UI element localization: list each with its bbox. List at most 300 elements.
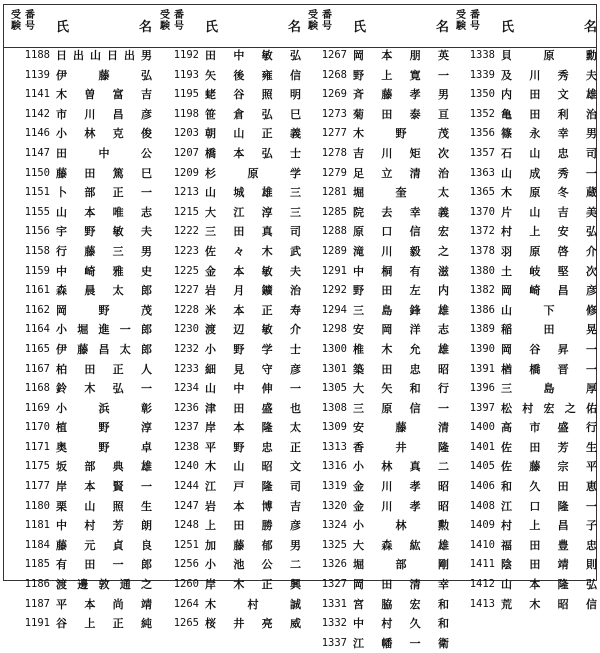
exam-number: 1228: [173, 303, 199, 316]
table-row: [8, 516, 156, 536]
candidate-name: 金本敏夫: [205, 264, 301, 278]
table-row: [305, 379, 453, 399]
exam-number: 1390: [469, 342, 495, 355]
candidate-name: 伊藤弘: [56, 68, 152, 82]
table-row: [453, 457, 600, 477]
table-row: [305, 46, 453, 66]
candidate-name: 安藤清: [353, 421, 449, 435]
table-row: [157, 360, 305, 380]
candidate-name: 椎木允雄: [353, 342, 449, 356]
table-row: [453, 497, 600, 517]
candidate-name: 貝原勳: [501, 49, 597, 62]
table-row: [453, 242, 600, 262]
exam-number: 1267: [321, 49, 347, 61]
candidate-name: 鈴木弘一: [56, 382, 152, 396]
candidate-name: 金川孝昭: [353, 499, 449, 513]
exam-number: 1186: [24, 578, 50, 591]
candidate-name: 足立清治: [353, 166, 449, 180]
table-row: [305, 320, 453, 340]
candidate-name: 斉藤孝男: [353, 88, 449, 102]
candidate-name: 朝山正義: [205, 127, 301, 141]
exam-number: 1191: [24, 617, 50, 630]
candidate-name: 片山吉美: [501, 205, 597, 219]
exam-number: 1156: [24, 225, 50, 238]
table-row: [157, 46, 305, 66]
candidate-name: 佐藤宗平: [501, 460, 597, 474]
exam-number: 1184: [24, 538, 50, 551]
table-row: [157, 144, 305, 164]
table-row: [305, 360, 453, 380]
table-row: [453, 183, 600, 203]
table-row: [453, 46, 600, 66]
exam-number: 1164: [24, 323, 50, 336]
table-row: [8, 555, 156, 575]
exam-number: 1411: [469, 558, 495, 571]
candidate-name: 吉川矩次: [353, 146, 449, 160]
table-row: [157, 164, 305, 184]
exam-number: 1180: [24, 499, 50, 512]
exam-number: 1320: [321, 499, 347, 512]
candidate-name: 篠永幸男: [501, 127, 597, 141]
candidate-name: 宮脇宏和: [353, 597, 449, 611]
candidate-name: 陰田靖則: [501, 558, 597, 572]
exam-number: 1187: [24, 597, 50, 610]
candidate-name: 岸本賢一: [56, 480, 152, 494]
table-row: [8, 124, 156, 144]
candidate-name: 杉原学: [205, 166, 301, 180]
table-row: [8, 536, 156, 556]
candidate-name: 岸木正興: [205, 578, 301, 592]
candidate-name: 山本隆弘: [501, 578, 597, 592]
candidate-name: 中村久和: [353, 617, 449, 631]
table-row: [305, 477, 453, 497]
exam-number: 1301: [321, 362, 347, 375]
candidate-name: 有田一郎: [56, 558, 152, 572]
exam-number: 1155: [24, 205, 50, 218]
name-label-surname: 氏: [501, 20, 515, 35]
candidate-name: 小池公二: [205, 558, 301, 572]
number-label: 番号: [470, 10, 480, 32]
table-row: [8, 438, 156, 458]
table-row: [305, 66, 453, 86]
table-row: [453, 399, 600, 419]
candidate-name: 卜部正一: [56, 186, 152, 200]
table-row: [305, 418, 453, 438]
exam-label: 受験: [160, 10, 170, 32]
candidate-name: 安岡洋志: [353, 323, 449, 337]
candidate-name: 津田盛也: [205, 401, 301, 415]
candidate-name: 植野淳: [56, 421, 152, 435]
candidate-name: 谷上正純: [56, 617, 152, 631]
exam-number: 1298: [321, 323, 347, 336]
table-row: [453, 281, 600, 301]
exam-number: 1181: [24, 519, 50, 532]
column-header: [8, 4, 156, 44]
candidate-name: 堀部剛: [353, 558, 449, 572]
exam-number: 1285: [321, 205, 347, 218]
exam-number: 1386: [469, 303, 495, 316]
exam-number: 1265: [173, 617, 199, 630]
table-row: [8, 105, 156, 125]
exam-number: 1305: [321, 382, 347, 395]
exam-number: 1412: [469, 578, 495, 591]
exam-number: 1389: [469, 323, 495, 336]
table-row: [305, 281, 453, 301]
exam-number: 1169: [24, 401, 50, 414]
table-row: [157, 222, 305, 242]
table-row: [8, 595, 156, 615]
candidate-name: 野田左内: [353, 284, 449, 298]
name-label-given: 名: [583, 20, 597, 35]
candidate-name: 香井隆: [353, 440, 449, 454]
table-row: [453, 66, 600, 86]
table-row: [453, 595, 600, 615]
table-row: [305, 555, 453, 575]
candidate-name: 三島鋒雄: [353, 303, 449, 317]
column-header: [157, 4, 305, 44]
exam-number: 1165: [24, 342, 50, 355]
exam-number: 1410: [469, 538, 495, 551]
candidate-name: 三原信一: [353, 401, 449, 415]
exam-number: 1139: [24, 68, 50, 81]
exam-number: 1147: [24, 146, 50, 159]
exam-number: 1247: [173, 499, 199, 512]
candidate-name: 奥野卓: [56, 440, 152, 454]
table-row: [453, 85, 600, 105]
exam-number: 1324: [321, 519, 347, 532]
table-row: [157, 340, 305, 360]
candidate-name: 矢後雍信: [205, 68, 301, 82]
exam-number: 1326: [321, 558, 347, 571]
exam-number: 1356: [469, 127, 495, 140]
exam-number: 1209: [173, 166, 199, 179]
table-row: [8, 164, 156, 184]
candidate-name: 藤田篤巳: [56, 166, 152, 180]
exam-number: 1227: [173, 284, 199, 297]
candidate-name: 村上昌子: [501, 519, 597, 533]
table-row: [305, 634, 453, 653]
table-row: [8, 262, 156, 282]
table-row: [157, 497, 305, 517]
candidate-name: 木曽富吉: [56, 88, 152, 102]
exam-number: 1162: [24, 303, 50, 316]
table-row: [157, 399, 305, 419]
candidate-name: 三田真司: [205, 225, 301, 239]
table-row: [8, 203, 156, 223]
table-row: [453, 164, 600, 184]
table-row: [8, 183, 156, 203]
table-row: [305, 203, 453, 223]
table-row: [453, 124, 600, 144]
exam-number: 1256: [173, 558, 199, 571]
table-row: [305, 457, 453, 477]
candidate-name: 大江淳三: [205, 205, 301, 219]
table-row: [8, 85, 156, 105]
table-row: [305, 438, 453, 458]
exam-number: 1363: [469, 166, 495, 179]
table-row: [8, 497, 156, 517]
exam-number: 1365: [469, 186, 495, 199]
table-row: [157, 262, 305, 282]
candidate-name: 米本正寿: [205, 303, 301, 317]
exam-number: 1175: [24, 460, 50, 473]
exam-number: 1240: [173, 460, 199, 473]
candidate-name: 加藤郁男: [205, 538, 301, 552]
table-row: [157, 124, 305, 144]
candidate-name: 高市盛行: [501, 421, 597, 435]
candidate-name: 佐田芳生: [501, 440, 597, 454]
candidate-name: 平本尚靖: [56, 597, 152, 611]
candidate-name: 荒木昭信: [501, 597, 597, 611]
number-label: 番号: [25, 10, 35, 32]
candidate-name: 岡谷昇一: [501, 342, 597, 356]
table-row: [305, 399, 453, 419]
candidate-name: 江幡一衛: [353, 636, 449, 650]
table-row: [305, 497, 453, 517]
candidate-name: 山城雄三: [205, 186, 301, 200]
exam-number: 1233: [173, 362, 199, 375]
table-row: [8, 360, 156, 380]
table-row: [8, 418, 156, 438]
exam-label: 受験: [308, 10, 318, 32]
candidate-name: 佐々木武: [205, 244, 301, 258]
candidate-name: 堀奎太: [353, 186, 449, 200]
table-row: [305, 536, 453, 556]
table-row: [8, 457, 156, 477]
exam-number: 1151: [24, 186, 50, 199]
candidate-name: 滝川毅之: [353, 244, 449, 258]
table-row: [157, 418, 305, 438]
candidate-name: 柏田正人: [56, 362, 152, 376]
exam-number: 1167: [24, 362, 50, 375]
table-row: [453, 516, 600, 536]
table-row: [453, 262, 600, 282]
table-row: [8, 320, 156, 340]
table-row: [453, 301, 600, 321]
candidate-name: 岸本隆太: [205, 421, 301, 435]
exam-number: 1316: [321, 460, 347, 473]
candidate-name: 栗山照生: [56, 499, 152, 513]
exam-number: 1236: [173, 401, 199, 414]
candidate-name: 大矢和行: [353, 382, 449, 396]
candidate-name: 原口信宏: [353, 225, 449, 239]
candidate-name: 桜井亮威: [205, 617, 301, 631]
exam-number: 1281: [321, 186, 347, 199]
exam-number: 1225: [173, 264, 199, 277]
candidate-name: 木村誠: [205, 597, 301, 611]
exam-number: 1325: [321, 538, 347, 551]
candidate-name: 三島厚: [501, 382, 597, 396]
exam-number: 1294: [321, 303, 347, 316]
table-row: [157, 105, 305, 125]
exam-number: 1380: [469, 264, 495, 277]
table-row: [305, 164, 453, 184]
candidate-name: 稲田晃: [501, 323, 597, 337]
table-row: [157, 614, 305, 634]
exam-number: 1357: [469, 146, 495, 159]
exam-number: 1405: [469, 460, 495, 473]
candidate-name: 院去幸義: [353, 205, 449, 219]
exam-number: 1203: [173, 127, 199, 140]
exam-number: 1222: [173, 225, 199, 238]
candidate-name: 田中敏弘: [205, 49, 301, 62]
exam-number: 1207: [173, 146, 199, 159]
candidate-name: 小林真二: [353, 460, 449, 474]
exam-number: 1150: [24, 166, 50, 179]
candidate-name: 小野学士: [205, 342, 301, 356]
exam-number: 1409: [469, 519, 495, 532]
candidate-name: 江口隆一: [501, 499, 597, 513]
column-1: [8, 46, 156, 634]
table-row: [453, 203, 600, 223]
candidate-name: 橋本弘士: [205, 146, 301, 160]
table-row: [8, 222, 156, 242]
table-row: [305, 516, 453, 536]
candidate-name: 松村宏之佑: [501, 401, 597, 415]
candidate-name: 江戸隆司: [205, 480, 301, 494]
table-row: [8, 399, 156, 419]
candidate-name: 石山忠司: [501, 146, 597, 160]
candidate-name: 伊藤昌太郎: [56, 342, 152, 356]
column-2: [157, 46, 305, 634]
candidate-name: 田中公: [56, 146, 152, 160]
exam-number: 1141: [24, 88, 50, 101]
table-row: [8, 281, 156, 301]
table-row: [453, 320, 600, 340]
exam-number: 1370: [469, 205, 495, 218]
candidate-name: 小堀進一郎: [56, 323, 152, 337]
candidate-name: 亀田利治: [501, 107, 597, 121]
candidate-name: 渡辺敏介: [205, 323, 301, 337]
exam-number: 1237: [173, 421, 199, 434]
table-row: [453, 360, 600, 380]
table-row: [157, 183, 305, 203]
candidate-name: 蛯谷照明: [205, 88, 301, 102]
table-row: [157, 281, 305, 301]
exam-number: 1292: [321, 284, 347, 297]
column-4: [453, 46, 600, 614]
exam-number: 1288: [321, 225, 347, 238]
candidate-name: 藤元貞良: [56, 538, 152, 552]
exam-number: 1170: [24, 421, 50, 434]
candidate-name: 羽原啓介: [501, 244, 597, 258]
table-row: [157, 379, 305, 399]
table-row: [157, 301, 305, 321]
exam-number: 1397: [469, 401, 495, 414]
exam-number: 1260: [173, 578, 199, 591]
exam-number: 1248: [173, 519, 199, 532]
table-row: [305, 614, 453, 634]
exam-number: 1238: [173, 440, 199, 453]
candidate-name: 小林克俊: [56, 127, 152, 141]
exam-number: 1269: [321, 88, 347, 101]
exam-number: 1188: [24, 49, 50, 61]
exam-number: 1158: [24, 244, 50, 257]
exam-number: 1338: [469, 49, 495, 61]
table-row: [305, 85, 453, 105]
exam-number: 1339: [469, 68, 495, 81]
exam-number: 1244: [173, 480, 199, 493]
name-label-given: 名: [138, 20, 152, 35]
table-row: [453, 105, 600, 125]
exam-number: 1408: [469, 499, 495, 512]
candidate-name: 森晨太郎: [56, 284, 152, 298]
candidate-name: 菊田泰亘: [353, 107, 449, 121]
name-label-surname: 氏: [205, 20, 219, 35]
table-row: [157, 516, 305, 536]
table-row: [157, 595, 305, 615]
candidate-name: 土岐堅次: [501, 264, 597, 278]
table-row: [305, 340, 453, 360]
candidate-name: 岡本朋英: [353, 49, 449, 62]
table-row: [453, 418, 600, 438]
candidate-name: 福田豊忠: [501, 538, 597, 552]
exam-number: 1378: [469, 244, 495, 257]
exam-number: 1350: [469, 88, 495, 101]
candidate-name: 行藤三男: [56, 244, 152, 258]
exam-number: 1309: [321, 421, 347, 434]
exam-number: 1185: [24, 558, 50, 571]
exam-number: 1171: [24, 440, 50, 453]
candidate-name: 大森紘雄: [353, 538, 449, 552]
table-row: [157, 66, 305, 86]
candidate-name: 木山昭文: [205, 460, 301, 474]
table-row: [453, 477, 600, 497]
number-label: 番号: [174, 10, 184, 32]
table-row: [157, 320, 305, 340]
exam-number: 1396: [469, 382, 495, 395]
exam-number: 1193: [173, 68, 199, 81]
exam-number: 1300: [321, 342, 347, 355]
exam-number: 1279: [321, 166, 347, 179]
exam-number: 1251: [173, 538, 199, 551]
table-row: [453, 222, 600, 242]
candidate-name: 岡崎昌彦: [501, 284, 597, 298]
table-row: [305, 124, 453, 144]
table-row: [8, 614, 156, 634]
table-row: [305, 301, 453, 321]
exam-number: 1331: [321, 597, 347, 610]
exam-number: 1401: [469, 440, 495, 453]
table-row: [305, 242, 453, 262]
candidate-name: 岩月鑛治: [205, 284, 301, 298]
candidate-name: 内田文雄: [501, 88, 597, 102]
candidate-name: 山本唯志: [56, 205, 152, 219]
exam-number: 1232: [173, 342, 199, 355]
exam-number: 1146: [24, 127, 50, 140]
exam-number: 1352: [469, 107, 495, 120]
table-row: [157, 555, 305, 575]
table-row: [8, 379, 156, 399]
candidate-name: 楢橋晋一: [501, 362, 597, 376]
exam-number: 1291: [321, 264, 347, 277]
table-row: [8, 46, 156, 66]
table-row: [8, 340, 156, 360]
exam-label: 受験: [11, 10, 21, 32]
candidate-name: 坂部典雄: [56, 460, 152, 474]
table-row: [305, 222, 453, 242]
candidate-name: 中崎雅史: [56, 264, 152, 278]
table-row: [453, 340, 600, 360]
exam-number: 1332: [321, 617, 347, 630]
table-row: [305, 105, 453, 125]
candidate-name: 岩本博吉: [205, 499, 301, 513]
exam-number: 1177: [24, 480, 50, 493]
table-row: [8, 144, 156, 164]
column-header: [305, 4, 453, 44]
candidate-name: 中村芳朗: [56, 519, 152, 533]
exam-number: 1406: [469, 480, 495, 493]
